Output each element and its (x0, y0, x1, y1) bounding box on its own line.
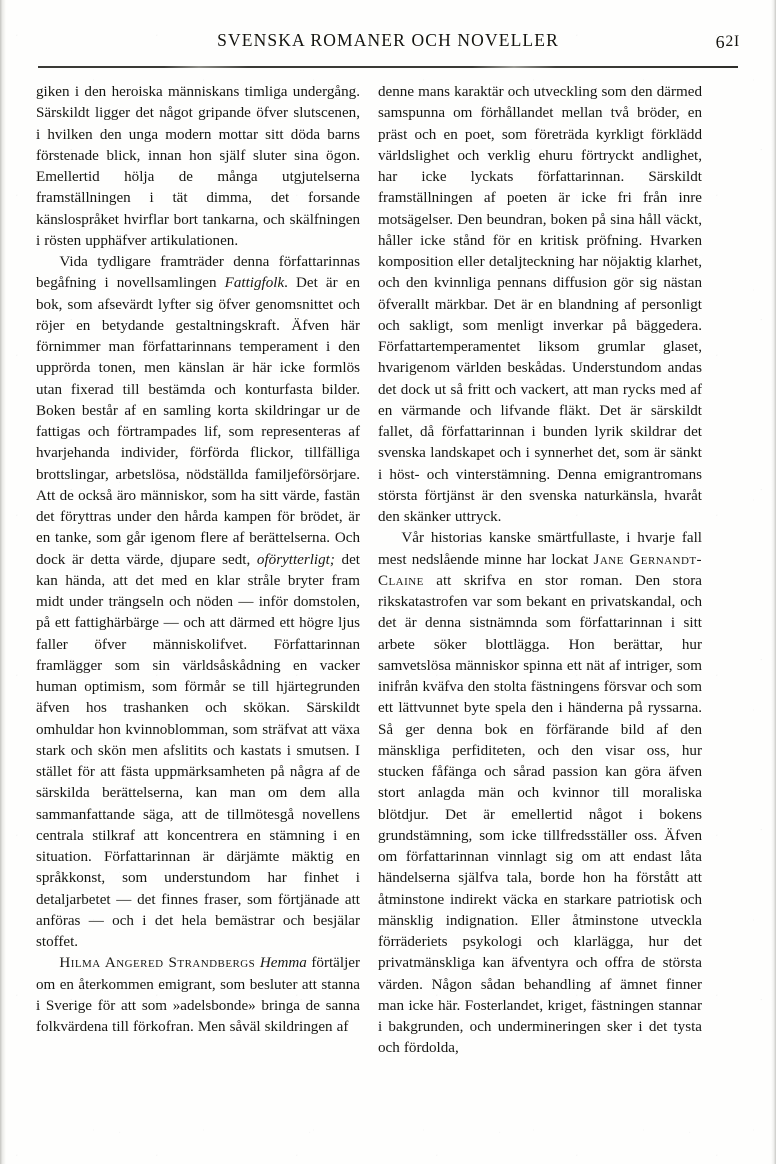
paragraph (36, 82, 360, 252)
paragraph (36, 252, 360, 953)
running-head (36, 30, 740, 64)
text-run: giken i den heroiska människans timliga undergång. Särskildt ligger det något gripande öfver slutscenen, i hvilken den unga modern mottar sitt döda barns förstenade blick, innan hon själf sluter sina ögon. Emellertid hölja de många utgjutelserna framställningen i tät dimma, det forsande känslospråket hvirflar bort tankarna, och skälfningen i rösten upphäfver artikulationen. (36, 84, 360, 249)
text-run: Vår historias kanske smärtfullaste, i hvarje fall mest nedslående minne har lockat (378, 530, 702, 568)
text-run: . Det är en bok, som afsevärdt lyfter sig öfver genomsnittet och röjer en betydande gestaltningskraft. Äfven här förnimmer man författarinnans temperament i den upprörda tonen, men känslan är här icke formlös utan fixerad till bestämda och konturfasta bilder. Boken består af en samling korta skildringar ur de fattigas och förtrampades lif, som representeras af hvarjehanda individer, förförda flickor, tillfälliga brottslingar, arbetslösa, nödställda familjeförsörjare. Att de också äro människor, som ha sitt värde, fastän det föryttras under den hårda kampen för brödet, är en tanke, som går igenom flere af berättelserna. Och dock är detta värde, djupare sedt, (36, 275, 360, 568)
text-run: att skrifva en stor roman. Den stora rikskatastrofen var som bekant en privatskandal, och det är denna sistnämnda som författarinnan i sitt arbete söker blottlägga. Hon berättar, hur samvetslösa människor spinna ett nät af intriger, som inifrån kväfva den stolta fästningens försvar och som ett lättvunnet byte spela den i händerna på ryssarna. Så ger denna bok en förfärande bild af den mänskliga perfiditeten, och den visar oss, hur stucken fåfänga och sårad passion kan göra äfven stort anlagda män och kvinnor till moraliska blötdjur. Det är emellertid något i bokens grundstämning, som icke tillfredsställer oss. Äfven om författarinnan vinnlagt sig om att endast låta händelserna själfva tala, borde hon ha förstått att åtminstone indirekt väcka en starkare patriotisk och mänsklig indignation. Eller åtminstone utveckla förräderiets psykologi och klarlägga, hur det privatmänskliga kan äfventyra och offra de största värden. Någon sådan behandling af ämnet finner man icke här. Fosterlandet, kriget, fästningen stannar i bakgrunden, och undermineringen sker i det tysta och fördolda, (378, 572, 702, 1057)
italic-title: Hemma (259, 955, 307, 972)
text-run: förtäljer om en återkommen emigrant, som besluter att stanna i Sverige för att som »adelsbonde» bringa de sanna folkvärdena till förkofran. Men såväl skildringen af (36, 955, 360, 1035)
folio-digit-lead: 6 (715, 32, 726, 52)
running-head-title: SVENSKA ROMANER OCH NOVELLER (217, 30, 559, 50)
text-run: Vida tydligare framträder denna författarinnas begåfning i novellsamlingen (36, 254, 360, 292)
page-folio (716, 30, 740, 51)
text-run: det kan hända, att det med en klar stråle bryter fram midt under trängseln och nöden — inför domstolen, på ett fattighärbärge — och att därmed ett högre ljus faller öfver människolifvet. Författarinnan framlägger som sin världsåskådning en vacker human optimism, som förmår se till hjärtegrunden äfven hos trashanken och skökan. Särskildt omhuldar hon kvinnoblomman, som sträfvat att växa stark och skön men afslitits och kastats i smutsen. I stället för att fästa uppmärksamheten på några af de särskilda berättelserna, kan man om dem alla sammanfattande säga, att de tillmötesgå novellens centrala stilkraf att koncentrera en stämning i en situation. Författarinnan är därjämte mäktig en språkkonst, som understundom har finhet i detaljarbetet — det finnes fraser, som förtjänade att anföras — och i det hela bemästrar och besjälar stoffet. (36, 551, 360, 950)
italic-title: Fattigfolk (224, 275, 285, 292)
text-column-right (378, 82, 702, 1060)
paragraph (36, 953, 360, 1038)
folio-digit-mid: 2 (725, 33, 735, 50)
paragraph (378, 82, 702, 528)
text-column-left (36, 82, 360, 1038)
author-name-smallcaps: Jane Gernandt-Claine (378, 551, 702, 589)
folio-digit-tail: I (734, 33, 740, 50)
header-rule (38, 66, 738, 68)
italic-title: oförytterligt; (256, 551, 335, 568)
author-name-smallcaps: Hilma Angered Strandbergs (59, 955, 256, 972)
body-columns (0, 82, 776, 1092)
paragraph (378, 528, 702, 1059)
text-run: denne mans karaktär och utveckling som den därmed samspunna om förhållandet mellan två bröder, en präst och en poet, som företräda kyrkligt förklädd världslighet och verklig ehuru förtryckt andlighet, har icke lyckats författarinnan. Särskildt framställningen af poeten är icke fri från inre motsägelser. Den beundran, boken på sina håll väckt, håller icke stånd för en kritisk pröfning. Hvarken komposition eller detaljteckning har nöjaktig klarhet, och den kvinnliga pennans diffusion gör sig nästan öfverallt märkbar. Det är en blandning af personligt och sakligt, som menligt inverkar på bäggedera. Författartemperamentet liksom grumlar glaset, hvarigenom världen beskådas. Understundom andas det dock ut så fritt och vackert, att man rycks med af en värmande och lifvande fläkt. Det är särskildt fallet, då författarinnan i bunden lyrik skildrar det svenska landskapet och i synnerhet det, som är sänkt i höst- och vinterstämning. Denna emigrantromans största förtjänst är den svenska naturkänsla, hvaråt den skänker uttryck. (378, 84, 702, 525)
